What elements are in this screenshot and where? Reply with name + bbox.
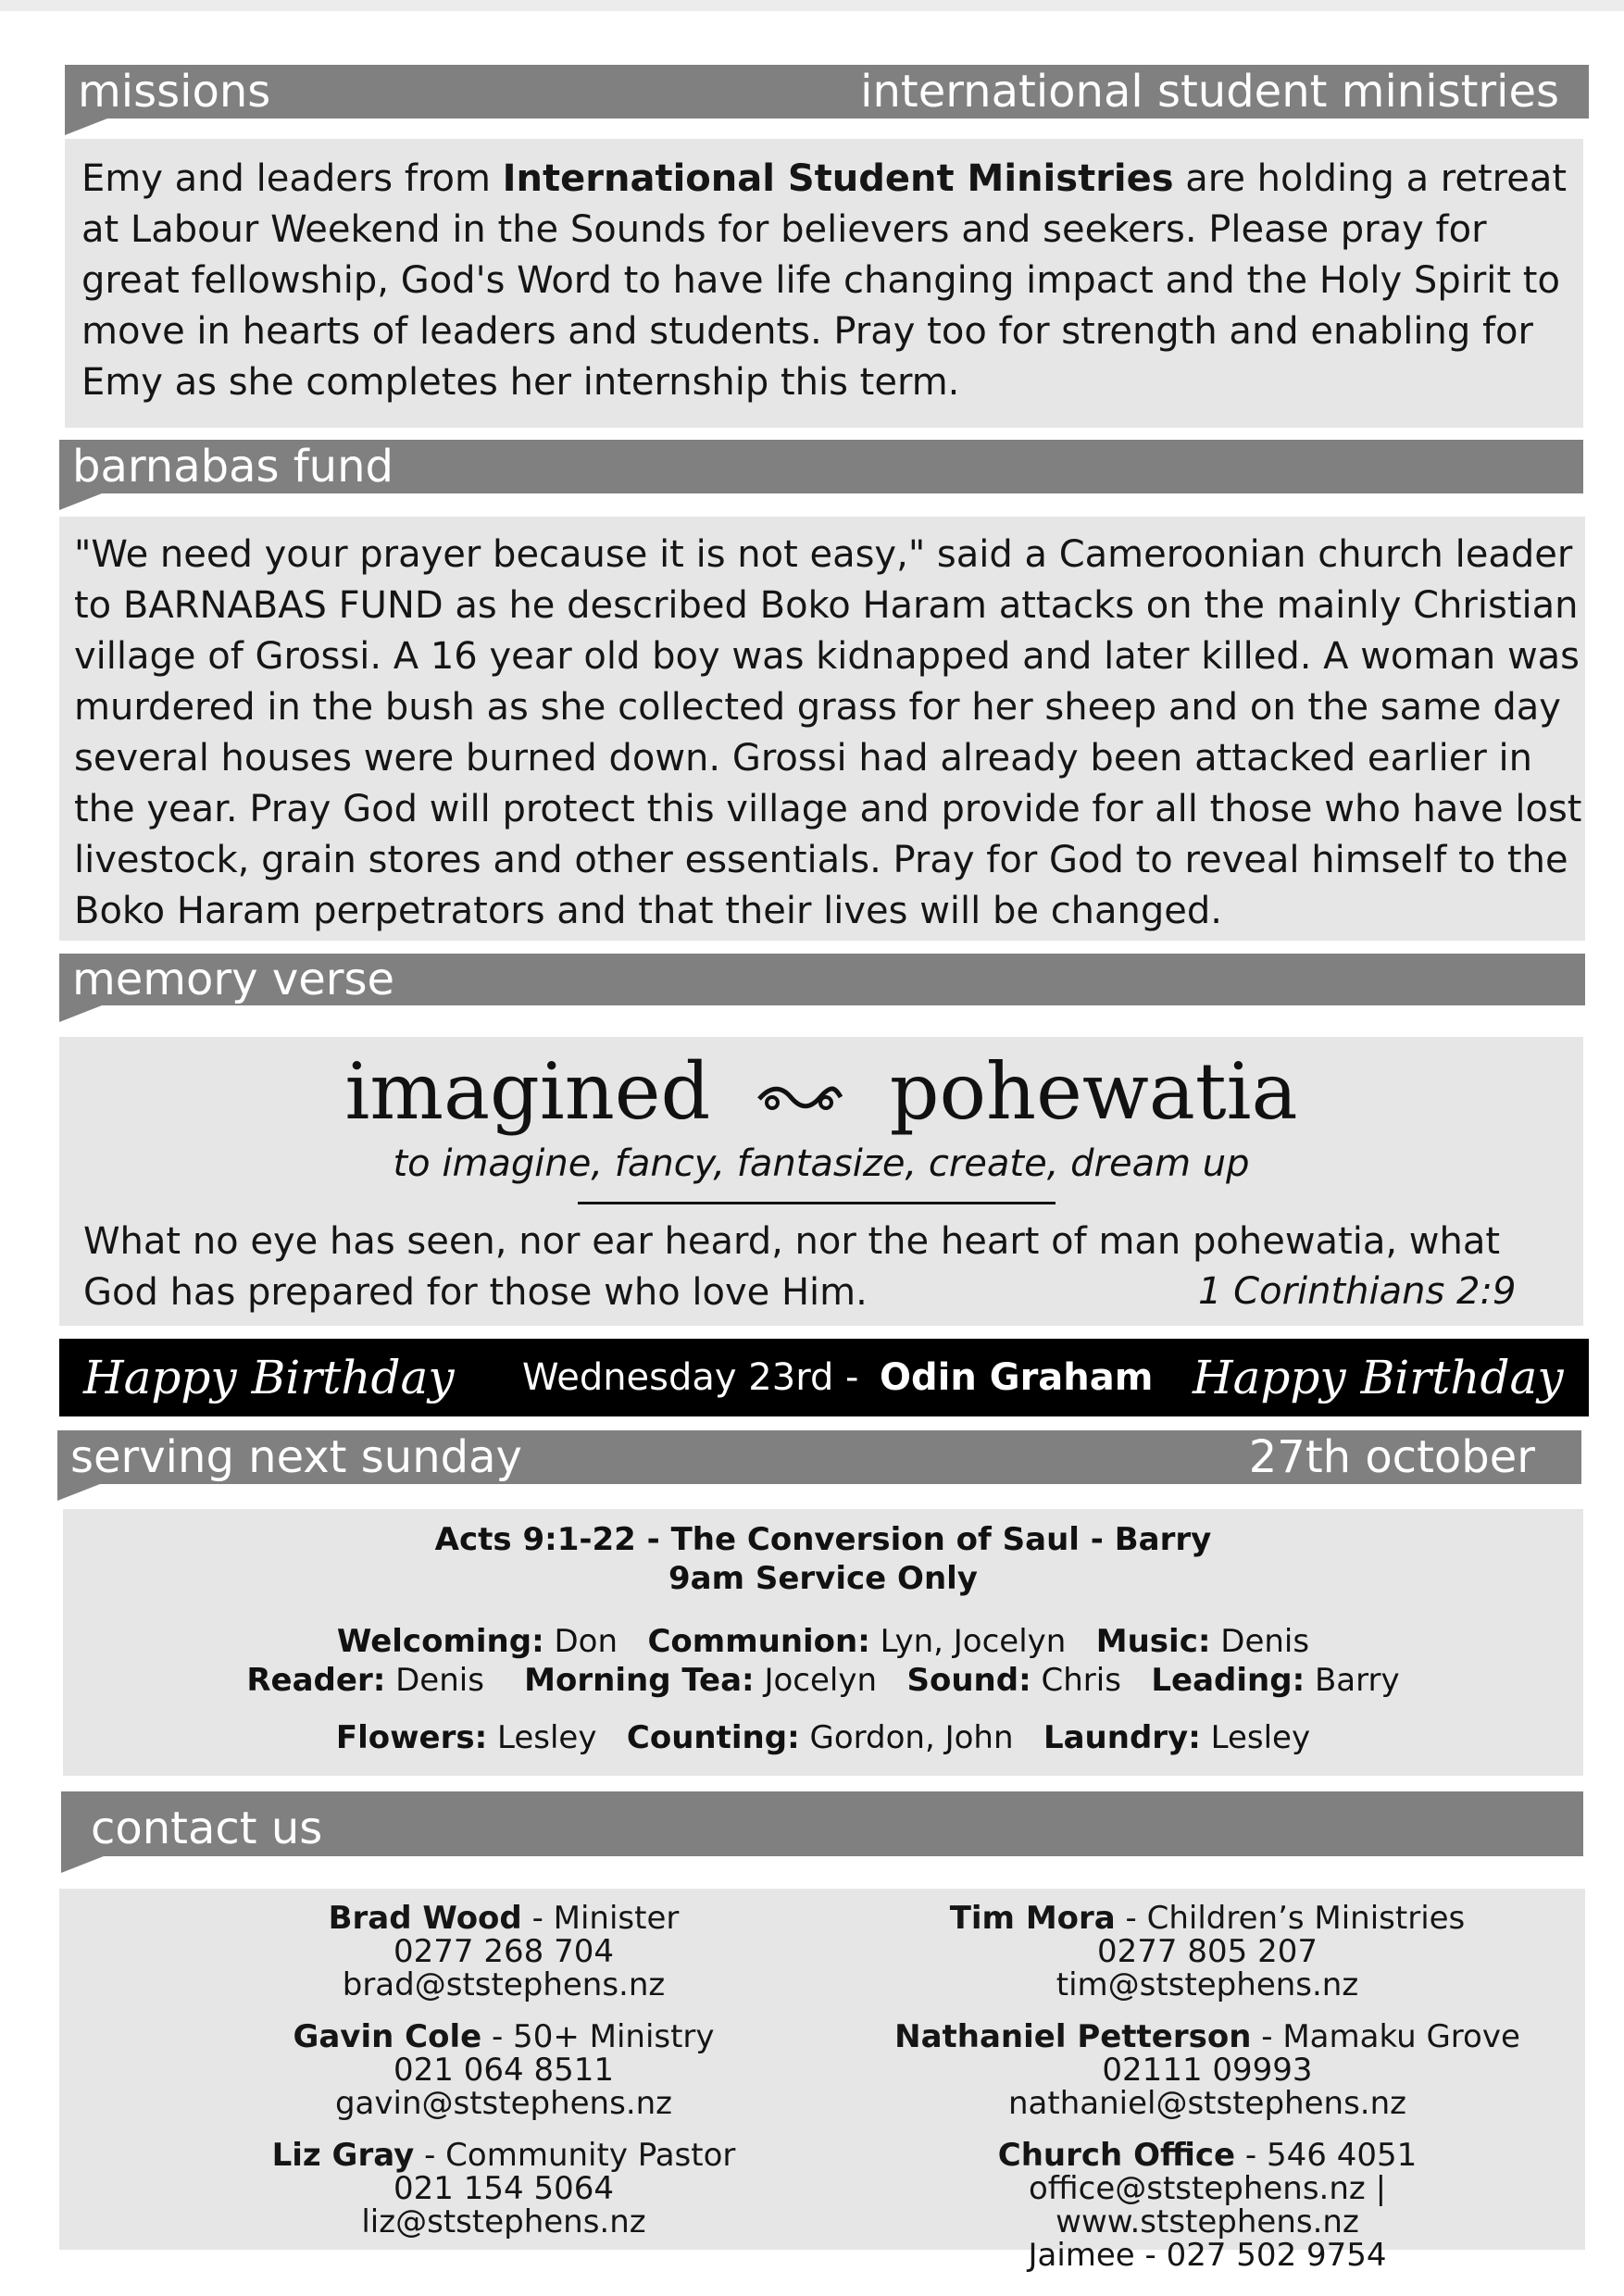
contact-column-right: [874, 1902, 1541, 2290]
serving-service: 9am Service Only: [668, 1560, 978, 1597]
heading-tab: [59, 1005, 102, 1022]
missions-heading-band: [65, 65, 1589, 119]
birthday-date: Wednesday 23rd -: [522, 1356, 859, 1399]
contact-name: Liz Gray: [271, 2137, 415, 2174]
contact-email[interactable]: nathaniel@ststephens.nz: [1008, 2085, 1406, 2122]
contact-role: - 50+ Ministry: [481, 2018, 715, 2055]
contact-role: - Mamaku Grove: [1251, 2018, 1520, 2055]
verse-reference: 1 Corinthians 2:9: [1198, 1270, 1517, 1313]
church-office-card: [874, 2139, 1541, 2272]
contact-phone: 0277 268 704: [394, 1933, 614, 1970]
contact-card: [207, 2139, 800, 2239]
barnabas-text: "We need your prayer because it is not easy," said a Cameroonian church leader to BARNABAS FUND as he described Boko Haram attacks on the mainly Christian village of Grossi. A 16 year old boy was kidnapped and later killed. A woman was murdered in the bush as she collected grass for her sheep and on the same day several houses were burned down. Grossi had already been attacked earlier in the year. Pray God will protect this village and provide for all those who have lost livestock, grain stores and other essentials. Pray for God to reveal himself to the Boko Haram perpetrators and that their lives will be changed.: [74, 533, 1582, 932]
divider: [578, 1202, 1056, 1204]
contact-card: [207, 1902, 800, 2002]
contact-phone: 0277 805 207: [1097, 1933, 1318, 1970]
contact-name: Nathaniel Petterson: [894, 2018, 1252, 2055]
contact-heading: contact us: [91, 1803, 323, 1854]
top-border: [0, 0, 1624, 11]
office-web[interactable]: office@ststephens.nz | www.ststephens.nz: [1028, 2170, 1387, 2240]
contact-phone: 02111 09993: [1102, 2052, 1313, 2089]
contact-role: - Minister: [521, 1900, 680, 1937]
contact-email[interactable]: gavin@ststephens.nz: [334, 2085, 673, 2122]
office-phone: - 546 4051: [1235, 2137, 1418, 2174]
contact-role: - Community Pastor: [414, 2137, 736, 2174]
serving-row-1: Welcoming: Don Communion: Lyn, Jocelyn Music: Denis: [336, 1623, 1310, 1660]
office-name: Church Office: [997, 2137, 1236, 2174]
birthday-name: Odin Graham: [880, 1356, 1154, 1399]
verse-word-maori: pohewatia: [889, 1046, 1298, 1137]
verse-text: What no eye has seen, nor ear heard, nor the heart of man pohewatia, what God has prepared for those who love Him.: [83, 1220, 1501, 1314]
ism-name: International Student Ministries: [502, 157, 1174, 200]
contact-card: [874, 1902, 1541, 2002]
contact-column-left: [207, 1902, 800, 2257]
verse-definition: to imagine, fancy, fantasize, create, dream up: [393, 1142, 1250, 1185]
serving-date: 27th october: [1248, 1431, 1535, 1483]
birthday-label-right: Happy Birthday: [1193, 1351, 1564, 1404]
serving-heading-band: [57, 1430, 1581, 1484]
memory-verse-box: [59, 1037, 1583, 1326]
missions-heading: missions: [78, 66, 271, 118]
missions-box: [65, 139, 1583, 428]
missions-text: Emy and leaders from International Student Ministries are holding a retreat at Labour Weekend in the Sounds for believers and seekers. Please pray for great fellowship, God's Word to have life changing impact and the Holy Spirit to move in hearts of leaders and students. Pray too for strength and enabling for Emy as she completes her internship this term.: [81, 157, 1568, 404]
heading-tab: [65, 119, 107, 135]
contact-card: [207, 2020, 800, 2120]
birthday-banner: [59, 1339, 1589, 1416]
heading-tab: [57, 1484, 100, 1501]
serving-box: [63, 1509, 1583, 1776]
contact-box: [59, 1889, 1585, 2274]
verse-word-pair: [59, 1041, 1583, 1142]
contact-email[interactable]: tim@ststephens.nz: [1056, 1966, 1359, 2003]
verse-word-english: imagined: [344, 1046, 711, 1137]
contact-card: [874, 2020, 1541, 2120]
flourish-icon: [754, 1079, 846, 1116]
contact-name: Brad Wood: [328, 1900, 522, 1937]
serving-heading: serving next sunday: [70, 1431, 522, 1483]
contact-phone: 021 154 5064: [394, 2170, 614, 2207]
contact-phone: 021 064 8511: [394, 2052, 614, 2089]
missions-subheading: international student ministries: [860, 66, 1559, 118]
memory-verse-heading: memory verse: [72, 954, 395, 1005]
contact-role: - Children’s Ministries: [1115, 1900, 1466, 1937]
birthday-label-left: Happy Birthday: [83, 1351, 455, 1404]
office-admin: Jaimee - 027 502 9754: [1028, 2237, 1387, 2274]
serving-row-3: Flowers: Lesley Counting: Gordon, John Laundry: Lesley: [335, 1719, 1311, 1756]
contact-name: Tim Mora: [949, 1900, 1116, 1937]
contact-name: Gavin Cole: [293, 2018, 482, 2055]
barnabas-heading-band: [59, 440, 1583, 493]
contact-email[interactable]: liz@ststephens.nz: [361, 2203, 646, 2240]
contact-heading-band: [61, 1791, 1583, 1856]
serving-row-2: Reader: Denis Morning Tea: Jocelyn Sound: Chris Leading: Barry: [246, 1662, 1400, 1699]
barnabas-box: [59, 517, 1585, 941]
memory-verse-heading-band: [59, 954, 1585, 1005]
barnabas-heading: barnabas fund: [72, 441, 394, 493]
heading-tab: [59, 493, 102, 510]
contact-email[interactable]: brad@ststephens.nz: [342, 1966, 666, 2003]
heading-tab: [61, 1856, 104, 1873]
serving-reading: Acts 9:1-22 - The Conversion of Saul - Barry: [434, 1521, 1212, 1558]
